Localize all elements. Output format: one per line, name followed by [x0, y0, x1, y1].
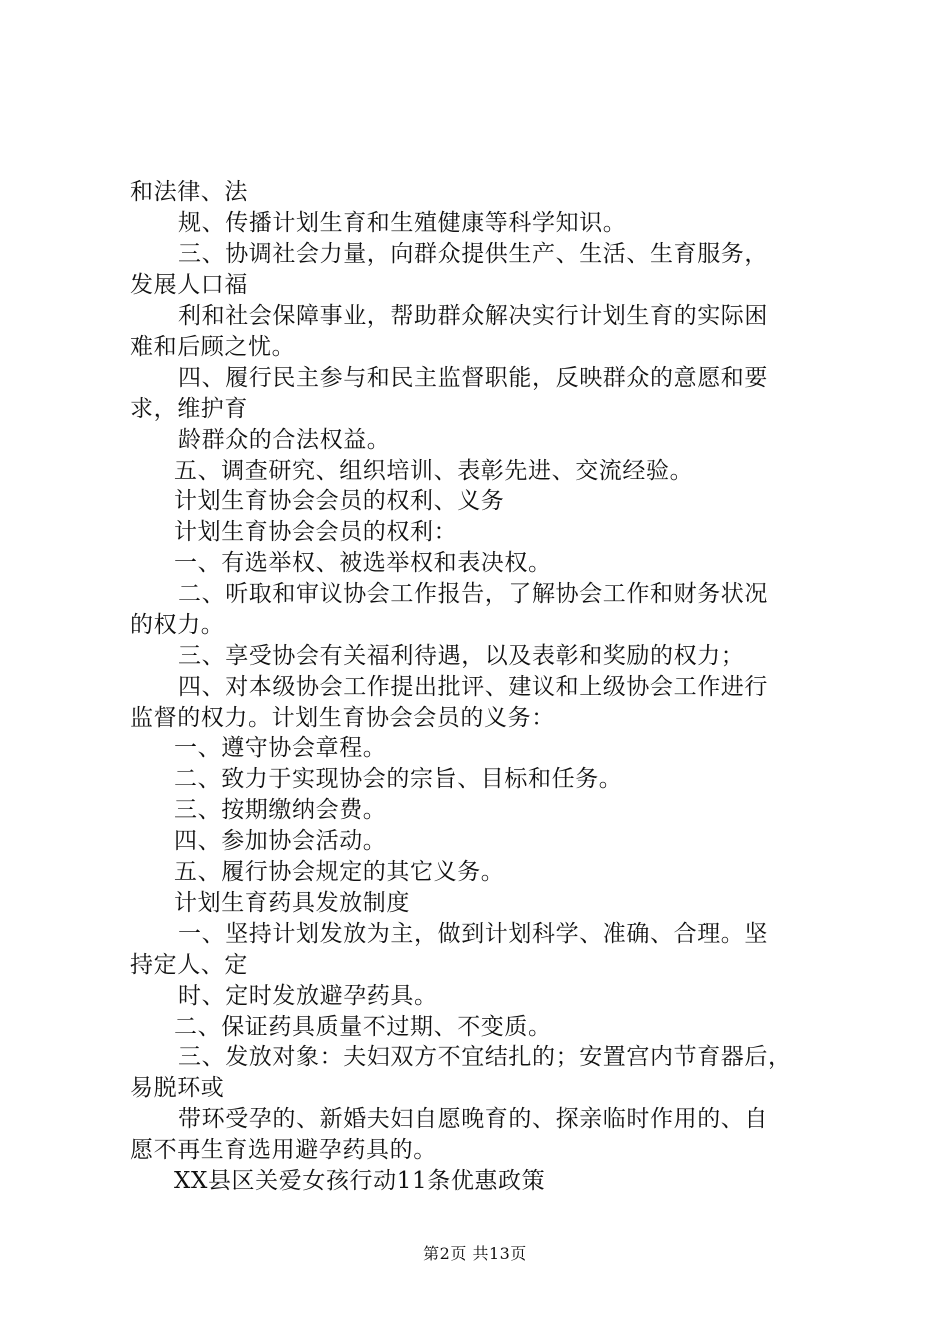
- text-line: 二、致力于实现协会的宗旨、目标和任务。: [174, 766, 623, 792]
- text-line: 易脱环或: [130, 1075, 225, 1101]
- section-heading: 计划生育协会会员的权利、义务: [174, 488, 505, 514]
- section-heading: XX县区关爱女孩行动11条优惠政策: [174, 1168, 546, 1194]
- text-line: 时、定时发放避孕药具。: [178, 983, 438, 1009]
- text-line: 三、按期缴纳会费。: [174, 797, 387, 823]
- text-line: 持定人、定: [130, 952, 248, 978]
- text-line: 三、发放对象：夫妇双方不宜结扎的；安置宫内节育器后，: [178, 1044, 792, 1070]
- section-heading: 计划生育药具发放制度: [174, 890, 410, 916]
- text-line: 计划生育协会会员的权利：: [174, 519, 458, 545]
- text-line: 五、调查研究、组织培训、表彰先进、交流经验。: [174, 458, 694, 484]
- text-line: 难和后顾之忧。: [130, 334, 296, 360]
- text-line: 三、协调社会力量，向群众提供生产、生活、生育服务，: [178, 241, 768, 267]
- text-line: 的权力。: [130, 612, 225, 638]
- text-line: 四、参加协会活动。: [174, 828, 387, 854]
- text-line: 四、履行民主参与和民主监督职能，反映群众的意愿和要: [178, 365, 768, 391]
- text-line: 一、有选举权、被选举权和表决权。: [174, 550, 552, 576]
- text-line: 和法律、法: [130, 179, 248, 205]
- text-line: 龄群众的合法权益。: [178, 427, 391, 453]
- text-line: 愿不再生育选用避孕药具的。: [130, 1137, 437, 1163]
- text-line: 发展人口福: [130, 272, 248, 298]
- text-line: 三、享受协会有关福利待遇，以及表彰和奖励的权力；: [178, 643, 745, 669]
- text-line: 五、履行协会规定的其它义务。: [174, 859, 505, 885]
- text-line: 四、对本级协会工作提出批评、建议和上级协会工作进行: [178, 674, 768, 700]
- text-line: 二、听取和审议协会工作报告，了解协会工作和财务状况: [178, 581, 768, 607]
- text-line: 监督的权力。计划生育协会会员的义务：: [130, 705, 555, 731]
- text-line: 利和社会保障事业，帮助群众解决实行计划生育的实际困: [178, 303, 768, 329]
- page-number: 第2页 共13页: [423, 1244, 527, 1263]
- text-line: 一、坚持计划发放为主，做到计划科学、准确、合理。坚: [178, 921, 768, 947]
- text-line: 一、遵守协会章程。: [174, 735, 387, 761]
- text-line: 规、传播计划生育和生殖健康等科学知识。: [178, 210, 627, 236]
- text-line: 求，维护育: [130, 396, 248, 422]
- text-line: 带环受孕的、新婚夫妇自愿晚育的、探亲临时作用的、自: [178, 1106, 768, 1132]
- text-line: 二、保证药具质量不过期、不变质。: [174, 1014, 552, 1040]
